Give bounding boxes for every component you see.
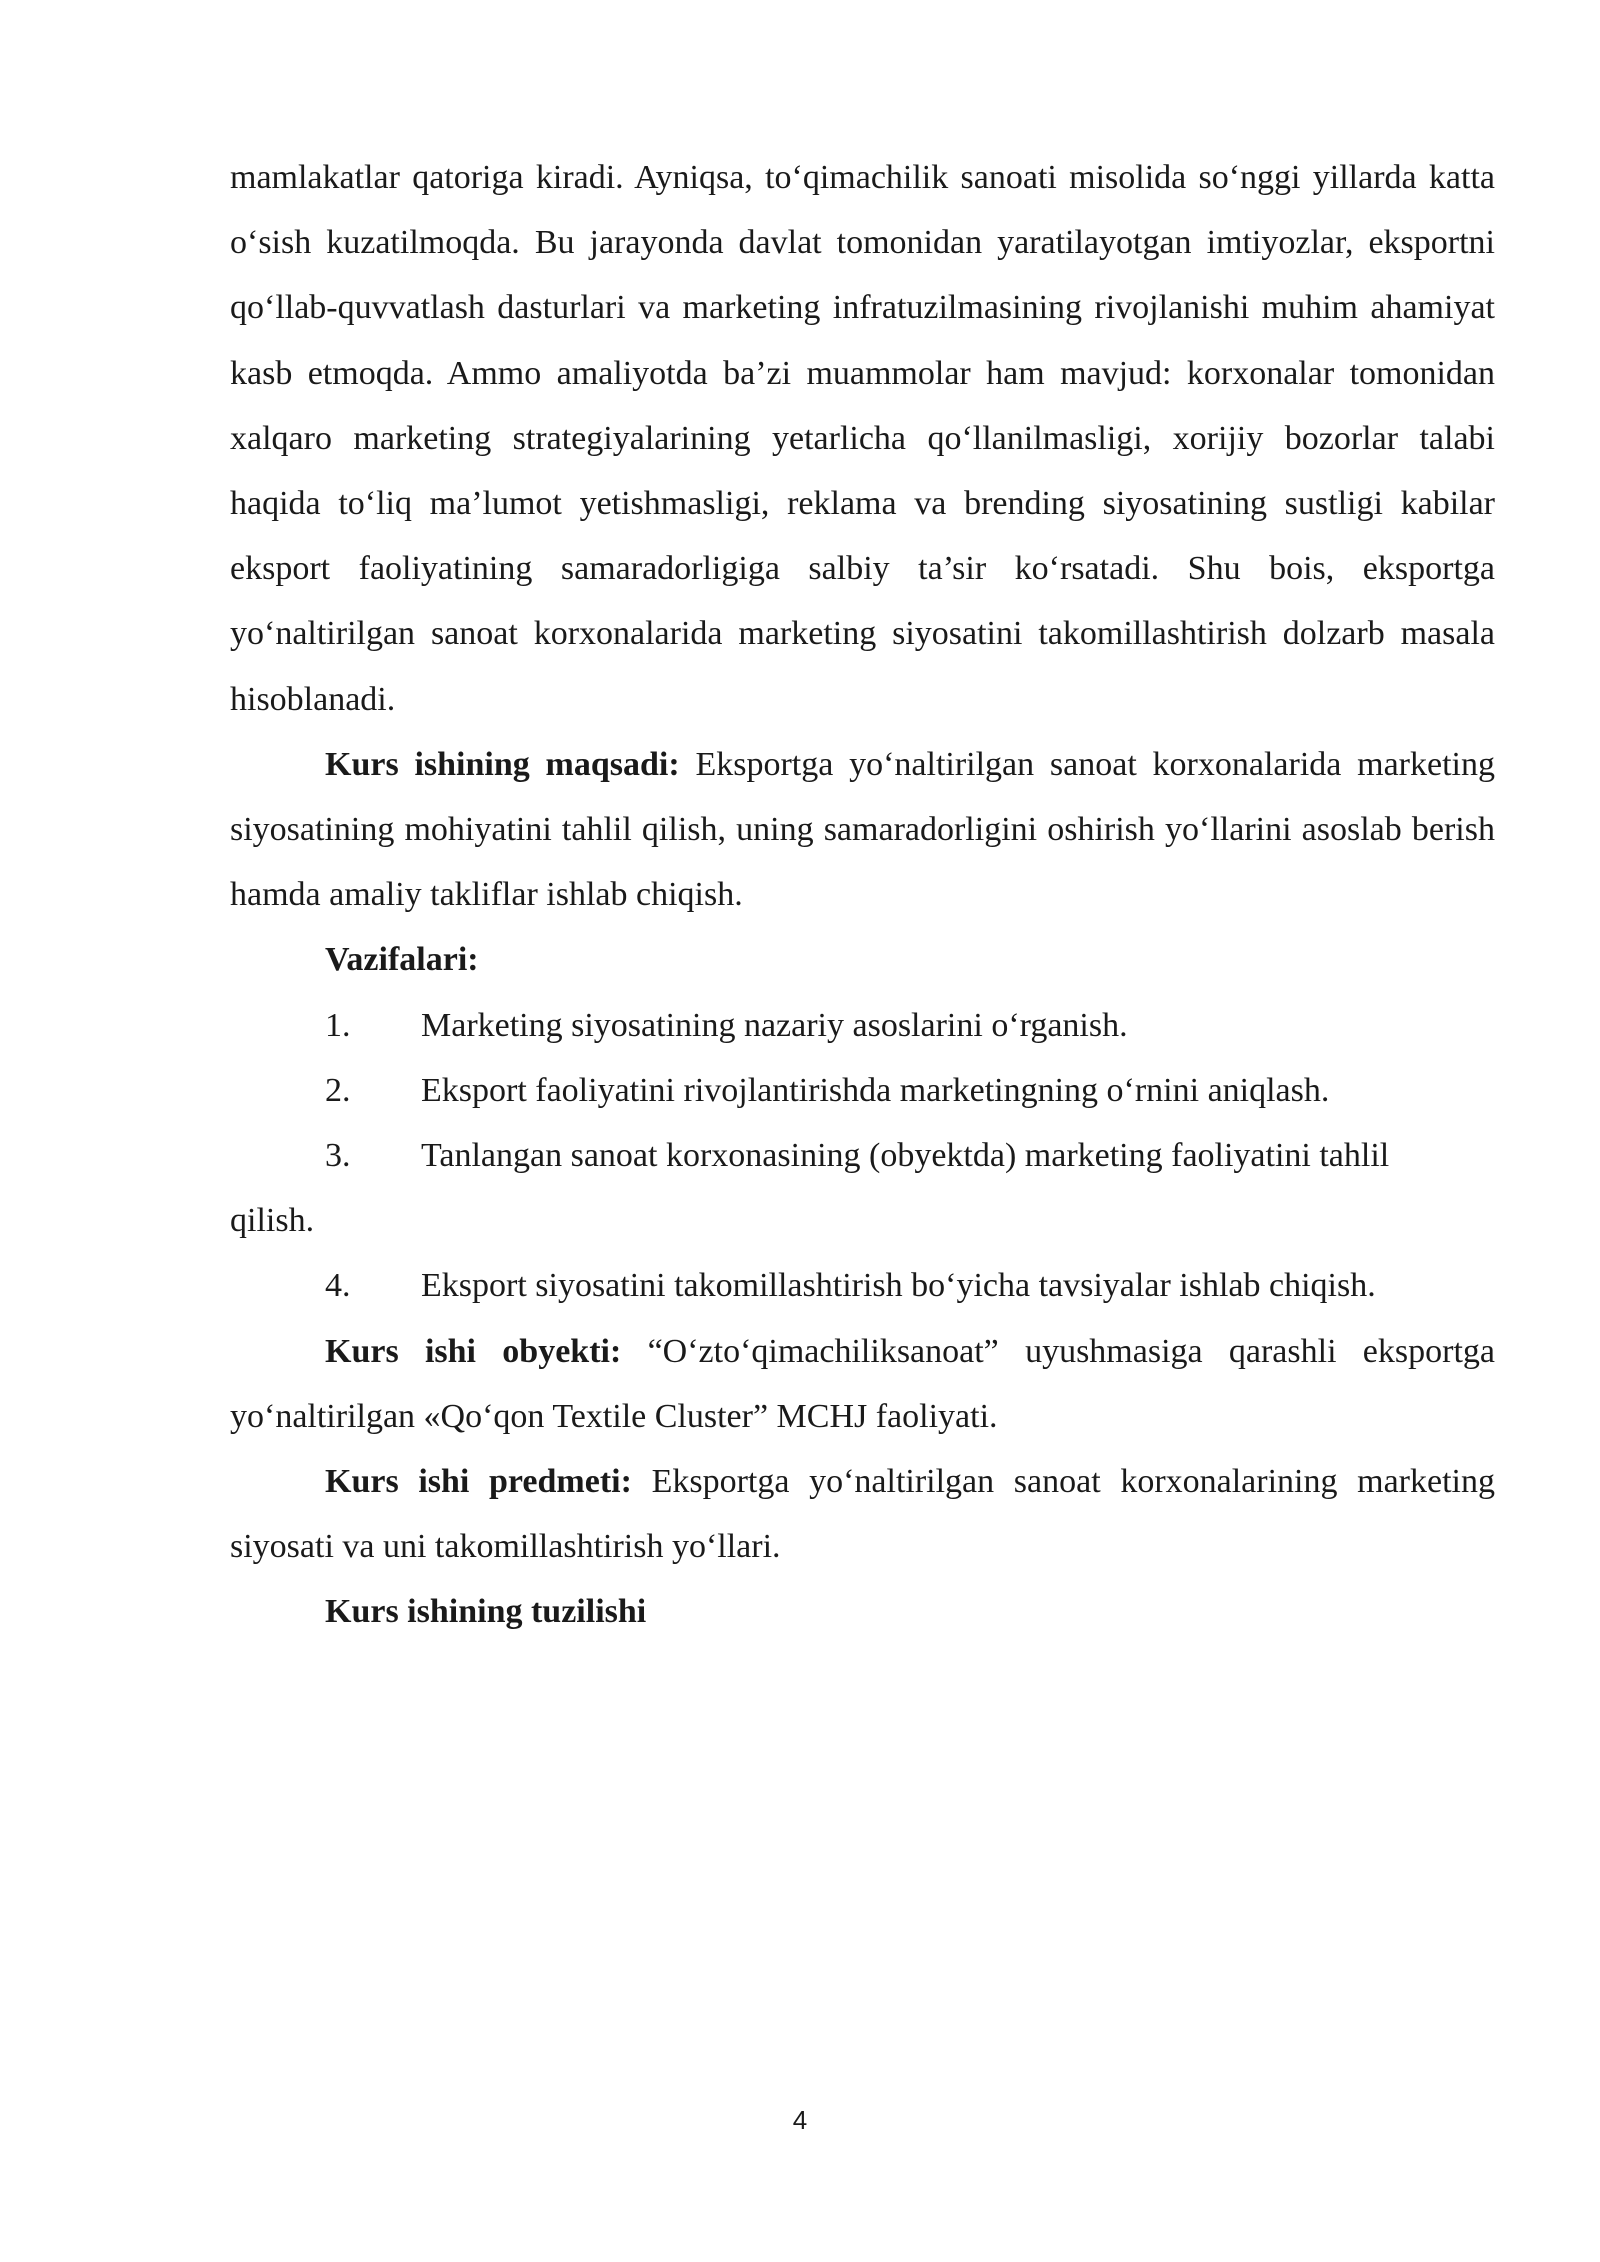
- list-item: [230, 1058, 1495, 1123]
- list-item-text: Eksport faoliyatini rivojlantirishda marketingning o‘rnini aniqlash.: [421, 1071, 1330, 1109]
- page-body: [230, 145, 1495, 1645]
- object-text: “O‘zto‘qimachiliksanoat” uyushmasiga qarashli eksportga yo‘naltirilgan «Qo‘qon Textile Cluster” MCHJ faoliyati.: [230, 1332, 1495, 1435]
- page-number: 4: [792, 2105, 808, 2135]
- list-item: [230, 993, 1495, 1058]
- list-item-text: Eksport siyosatini takomillashtirish bo‘yicha tavsiyalar ishlab chiqish.: [421, 1267, 1376, 1305]
- structure-heading: Kurs ishining tuzilishi: [325, 1593, 647, 1631]
- list-item-continuation: qilish.: [230, 1202, 315, 1240]
- subject-label: Kurs ishi predmeti:: [325, 1463, 632, 1501]
- goal-paragraph: [230, 732, 1495, 928]
- object-label: Kurs ishi obyekti:: [325, 1332, 622, 1370]
- goal-label: Kurs ishining maqsadi:: [325, 745, 680, 783]
- subject-text: Eksportga yo‘naltirilgan sanoat korxonalarining marketing siyosati va uni takomillashtirish yo‘llari.: [230, 1463, 1495, 1566]
- tasks-heading: Vazifalari:: [325, 941, 479, 979]
- goal-text: Eksportga yo‘naltirilgan sanoat korxonalarida marketing siyosatining mohiyatini tahlil qilish, uning samaradorligini oshirish yo‘llarini asoslab berish hamda amaliy takliflar ishlab chiqish.: [230, 745, 1495, 914]
- list-item: [230, 1253, 1495, 1318]
- tasks-list: [230, 993, 1495, 1319]
- list-item: [230, 1123, 1495, 1188]
- list-item-number: 1.: [325, 1006, 351, 1044]
- list-item-number: 2.: [325, 1071, 351, 1109]
- list-item-text: Tanlangan sanoat korxonasining (obyektda) marketing faoliyatini tahlil: [421, 1137, 1390, 1175]
- subject-paragraph: [230, 1449, 1495, 1579]
- intro-paragraph: mamlakatlar qatoriga kiradi. Ayniqsa, to‘qimachilik sanoati misolida so‘nggi yillarda katta o‘sish kuzatilmoqda. Bu jarayonda davlat tomonidan yaratilayotgan imtiyozlar, eksportni qo‘llab-quvvatlash dasturlari va marketing infratuzilmasining rivojlanishi muhim ahamiyat kasb etmoqda. Ammo amaliyotda ba’zi muammolar ham mavjud: korxonalar tomonidan xalqaro marketing strategiyalarining yetarlicha qo‘llanilmasligi, xorijiy bozorlar talabi haqida to‘liq ma’lumot yetishmasligi, reklama va brending siyosatining sustligi kabilar eksport faoliyatining samaradorligiga salbiy ta’sir ko‘rsatadi. Shu bois, eksportga yo‘naltirilgan sanoat korxonalarida marketing siyosatini takomillashtirish dolzarb masala hisoblanadi.: [230, 159, 1495, 718]
- list-item-number: 4.: [325, 1267, 351, 1305]
- list-item-text: Marketing siyosatining nazariy asoslarini o‘rganish.: [421, 1006, 1128, 1044]
- object-paragraph: [230, 1319, 1495, 1449]
- list-item-number: 3.: [325, 1137, 351, 1175]
